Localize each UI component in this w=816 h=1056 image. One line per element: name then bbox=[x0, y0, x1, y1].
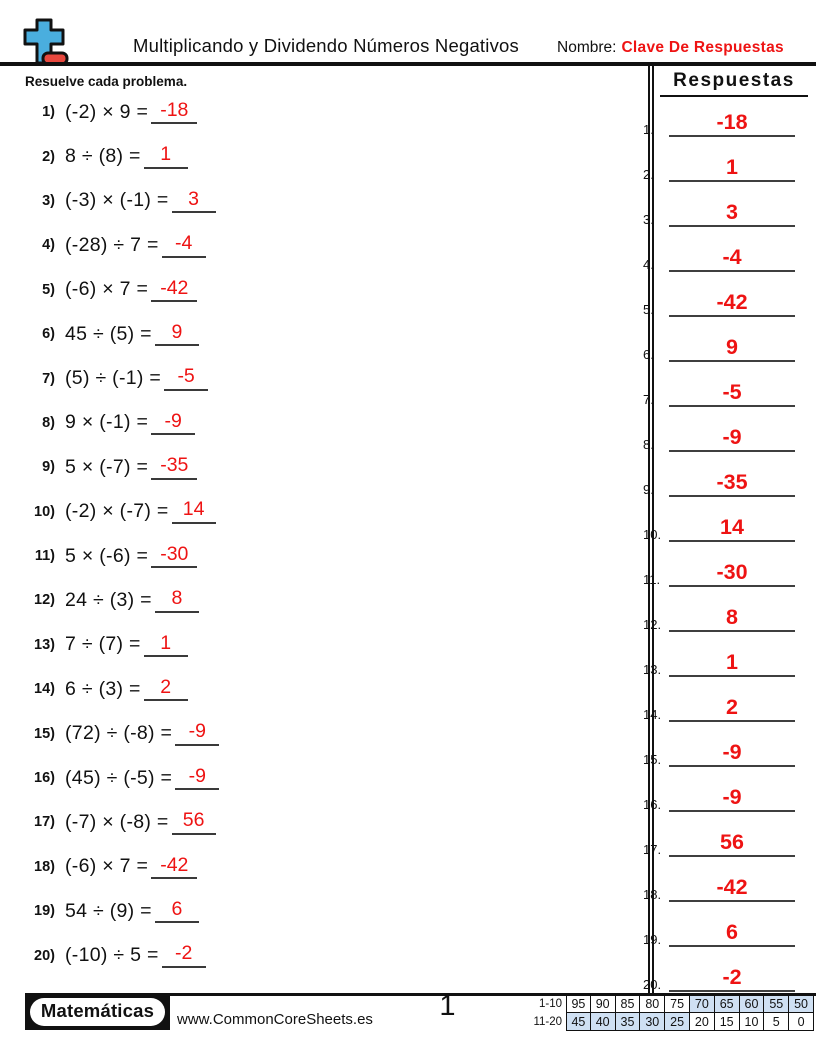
answer-row bbox=[643, 677, 795, 722]
problem-row bbox=[25, 134, 625, 178]
answer-blank-line bbox=[669, 696, 795, 722]
answer-value: -9 bbox=[722, 785, 742, 810]
problem-expression: (-6) × 7 = bbox=[65, 855, 149, 878]
answer-number: 11. bbox=[643, 572, 661, 587]
grading-cell: 70 bbox=[690, 995, 715, 1013]
answer-number: 16. bbox=[643, 797, 662, 812]
problem-number: 12) bbox=[34, 592, 55, 609]
answer-value: -4 bbox=[722, 245, 742, 270]
name-value: Clave De Respuestas bbox=[621, 39, 784, 56]
answer-number: 20. bbox=[643, 977, 662, 992]
problem-row bbox=[25, 756, 625, 800]
answer-number: 9. bbox=[643, 482, 654, 497]
answers-panel-title: Respuestas bbox=[660, 70, 808, 97]
answer-row bbox=[643, 947, 795, 992]
problem-row bbox=[25, 534, 625, 578]
answer-row bbox=[643, 722, 795, 767]
problem-number: 2) bbox=[42, 148, 55, 165]
problem-number: 13) bbox=[34, 636, 55, 653]
problem-answer-blank: 1 bbox=[144, 144, 188, 168]
grading-cell: 55 bbox=[764, 995, 789, 1013]
grading-table bbox=[566, 995, 814, 1031]
problem-row bbox=[25, 889, 625, 933]
answer-number: 5. bbox=[643, 302, 654, 317]
answer-value: 56 bbox=[720, 830, 744, 855]
problem-row bbox=[25, 578, 625, 622]
name-label: Nombre: bbox=[557, 39, 617, 56]
problem-expression: (-28) ÷ 7 = bbox=[65, 233, 159, 256]
answer-blank-line bbox=[669, 561, 795, 587]
answer-row bbox=[643, 542, 795, 587]
answer-row bbox=[643, 452, 795, 497]
page-number: 1 bbox=[439, 990, 456, 1022]
answer-value: 2 bbox=[726, 695, 738, 720]
answer-number: 6. bbox=[643, 347, 654, 362]
problem-answer-blank: -9 bbox=[175, 766, 219, 790]
problem-expression: 45 ÷ (5) = bbox=[65, 322, 152, 345]
answer-value: 1 bbox=[726, 155, 738, 180]
answer-value: -9 bbox=[722, 425, 742, 450]
answers-panel bbox=[643, 92, 795, 992]
problem-row bbox=[25, 623, 625, 667]
answer-blank-line bbox=[669, 786, 795, 812]
answer-row bbox=[643, 902, 795, 947]
problem-number: 10) bbox=[34, 503, 55, 520]
grading-cell: 15 bbox=[715, 1013, 740, 1031]
problem-number: 17) bbox=[34, 814, 55, 831]
problem-answer-blank: -30 bbox=[151, 544, 197, 568]
answer-row bbox=[643, 407, 795, 452]
grading-cell: 10 bbox=[740, 1013, 765, 1031]
problem-number: 3) bbox=[42, 192, 55, 209]
problem-answer-blank: -42 bbox=[151, 855, 197, 879]
problem-answer-blank: 2 bbox=[144, 677, 188, 701]
problem-expression: (-10) ÷ 5 = bbox=[65, 944, 159, 967]
answer-value: 3 bbox=[726, 200, 738, 225]
problem-row bbox=[25, 711, 625, 755]
answer-row bbox=[643, 317, 795, 362]
problem-row bbox=[25, 933, 625, 977]
answer-blank-line bbox=[669, 336, 795, 362]
answer-value: 8 bbox=[726, 605, 738, 630]
problem-expression: 5 × (-7) = bbox=[65, 455, 149, 478]
answer-number: 12. bbox=[643, 617, 662, 632]
answer-row bbox=[643, 137, 795, 182]
answer-blank-line bbox=[669, 606, 795, 632]
grading-cell: 60 bbox=[740, 995, 765, 1013]
problem-answer-blank: -2 bbox=[162, 943, 206, 967]
instruction-text: Resuelve cada problema. bbox=[25, 74, 188, 89]
problem-expression: (5) ÷ (-1) = bbox=[65, 367, 162, 390]
problem-row bbox=[25, 845, 625, 889]
answer-blank-line bbox=[669, 876, 795, 902]
problem-row bbox=[25, 179, 625, 223]
problem-answer-blank: 56 bbox=[172, 810, 216, 834]
answer-blank-line bbox=[669, 741, 795, 767]
problem-expression: (-7) × (-8) = bbox=[65, 810, 169, 833]
problem-expression: 7 ÷ (7) = bbox=[65, 633, 141, 656]
problem-number: 16) bbox=[34, 770, 55, 787]
answer-row bbox=[643, 767, 795, 812]
problem-row bbox=[25, 800, 625, 844]
grading-cell: 85 bbox=[616, 995, 641, 1013]
answer-number: 2. bbox=[643, 167, 654, 182]
answer-blank-line bbox=[669, 246, 795, 272]
problem-expression: (45) ÷ (-5) = bbox=[65, 766, 173, 789]
problem-expression: 9 × (-1) = bbox=[65, 411, 149, 434]
answer-blank-line bbox=[669, 111, 795, 137]
answer-row bbox=[643, 632, 795, 677]
answer-blank-line bbox=[669, 966, 795, 992]
problem-row bbox=[25, 490, 625, 534]
answer-value: -30 bbox=[716, 560, 748, 585]
grading-range-labels bbox=[500, 996, 562, 1031]
answer-blank-line bbox=[669, 471, 795, 497]
problem-answer-blank: 14 bbox=[172, 499, 216, 523]
grading-cell: 35 bbox=[616, 1013, 641, 1031]
answer-value: -35 bbox=[716, 470, 748, 495]
grading-cell: 65 bbox=[715, 995, 740, 1013]
problem-expression: (-3) × (-1) = bbox=[65, 189, 169, 212]
answer-number: 19. bbox=[643, 932, 662, 947]
problem-answer-blank: 8 bbox=[155, 588, 199, 612]
answer-value: 14 bbox=[720, 515, 744, 540]
grading-cell: 20 bbox=[690, 1013, 715, 1031]
problem-number: 5) bbox=[42, 281, 55, 298]
answer-blank-line bbox=[669, 831, 795, 857]
problem-number: 19) bbox=[34, 903, 55, 920]
answer-blank-line bbox=[669, 651, 795, 677]
problem-expression: 6 ÷ (3) = bbox=[65, 677, 141, 700]
answer-number: 18. bbox=[643, 887, 662, 902]
answer-number: 13. bbox=[643, 662, 662, 677]
answer-row bbox=[643, 227, 795, 272]
problem-answer-blank: -9 bbox=[175, 721, 219, 745]
problem-row bbox=[25, 90, 625, 134]
answer-value: -2 bbox=[722, 965, 742, 990]
problem-answer-blank: 9 bbox=[155, 322, 199, 346]
problem-answer-blank: -5 bbox=[164, 366, 208, 390]
problem-answer-blank: 1 bbox=[144, 633, 188, 657]
grading-cell: 0 bbox=[789, 1013, 814, 1031]
problem-expression: (-2) × (-7) = bbox=[65, 500, 169, 523]
answer-blank-line bbox=[669, 516, 795, 542]
grading-cell: 50 bbox=[789, 995, 814, 1013]
problem-expression: 24 ÷ (3) = bbox=[65, 588, 152, 611]
answer-value: -42 bbox=[716, 875, 748, 900]
problem-expression: 54 ÷ (9) = bbox=[65, 899, 152, 922]
problem-row bbox=[25, 356, 625, 400]
answer-row bbox=[643, 857, 795, 902]
answer-row bbox=[643, 92, 795, 137]
problem-row bbox=[25, 268, 625, 312]
answer-blank-line bbox=[669, 156, 795, 182]
problem-number: 20) bbox=[34, 947, 55, 964]
answer-number: 17. bbox=[643, 842, 662, 857]
problem-answer-blank: -42 bbox=[151, 278, 197, 302]
problem-number: 8) bbox=[42, 414, 55, 431]
answer-row bbox=[643, 812, 795, 857]
answer-value: 1 bbox=[726, 650, 738, 675]
problem-answer-blank: -35 bbox=[151, 455, 197, 479]
answer-value: -42 bbox=[716, 290, 748, 315]
answer-blank-line bbox=[669, 381, 795, 407]
problem-row bbox=[25, 223, 625, 267]
answer-number: 8. bbox=[643, 437, 654, 452]
problem-expression: (72) ÷ (-8) = bbox=[65, 722, 173, 745]
answer-number: 10. bbox=[643, 527, 662, 542]
brand-box bbox=[25, 993, 170, 1030]
answer-value: -18 bbox=[716, 110, 748, 135]
problem-number: 4) bbox=[42, 237, 55, 254]
answer-row bbox=[643, 587, 795, 632]
problem-expression: (-6) × 7 = bbox=[65, 278, 149, 301]
answer-value: -9 bbox=[722, 740, 742, 765]
brand-name: Matemáticas bbox=[30, 998, 165, 1026]
answer-value: 6 bbox=[726, 920, 738, 945]
worksheet-title: Multiplicando y Dividendo Números Negativos bbox=[133, 35, 519, 56]
answer-number: 3. bbox=[643, 212, 654, 227]
problem-expression: 5 × (-6) = bbox=[65, 544, 149, 567]
website-url: www.CommonCoreSheets.es bbox=[177, 1011, 373, 1028]
answer-blank-line bbox=[669, 291, 795, 317]
problem-row bbox=[25, 401, 625, 445]
problem-number: 18) bbox=[34, 858, 55, 875]
grading-row-1 bbox=[566, 995, 814, 1013]
answer-number: 7. bbox=[643, 392, 654, 407]
grading-cell: 75 bbox=[665, 995, 690, 1013]
grading-cell: 40 bbox=[591, 1013, 616, 1031]
grading-row-2 bbox=[566, 1013, 814, 1031]
answer-row bbox=[643, 362, 795, 407]
problem-number: 9) bbox=[42, 459, 55, 476]
grading-cell: 45 bbox=[566, 1013, 591, 1031]
answer-blank-line bbox=[669, 201, 795, 227]
problems-list bbox=[25, 90, 625, 978]
problem-row bbox=[25, 312, 625, 356]
answer-row bbox=[643, 272, 795, 317]
answer-row bbox=[643, 497, 795, 542]
problem-expression: 8 ÷ (8) = bbox=[65, 145, 141, 168]
problem-answer-blank: -18 bbox=[151, 100, 197, 124]
grading-range-row2: 11-20 bbox=[533, 1015, 562, 1028]
answer-row bbox=[643, 182, 795, 227]
grading-cell: 90 bbox=[591, 995, 616, 1013]
header-divider bbox=[0, 62, 816, 66]
grading-cell: 25 bbox=[665, 1013, 690, 1031]
problem-number: 6) bbox=[42, 326, 55, 343]
problem-number: 14) bbox=[34, 681, 55, 698]
grading-cell: 30 bbox=[640, 1013, 665, 1031]
problem-row bbox=[25, 445, 625, 489]
grading-cell: 5 bbox=[764, 1013, 789, 1031]
answer-number: 15. bbox=[643, 752, 662, 767]
problem-number: 1) bbox=[42, 104, 55, 121]
answer-value: 9 bbox=[726, 335, 738, 360]
answer-number: 1. bbox=[643, 122, 654, 137]
problem-row bbox=[25, 667, 625, 711]
problem-answer-blank: -9 bbox=[151, 411, 195, 435]
problem-number: 15) bbox=[34, 725, 55, 742]
answer-number: 14. bbox=[643, 707, 662, 722]
problem-answer-blank: -4 bbox=[162, 233, 206, 257]
problem-number: 11) bbox=[34, 548, 55, 565]
grading-cell: 95 bbox=[566, 995, 591, 1013]
name-row bbox=[557, 39, 784, 57]
answer-number: 4. bbox=[643, 257, 654, 272]
answer-blank-line bbox=[669, 426, 795, 452]
answer-blank-line bbox=[669, 921, 795, 947]
grading-range-row1: 1-10 bbox=[538, 998, 562, 1010]
problem-expression: (-2) × 9 = bbox=[65, 100, 149, 123]
grading-cell: 80 bbox=[640, 995, 665, 1013]
problem-number: 7) bbox=[42, 370, 55, 387]
answer-value: -5 bbox=[722, 380, 742, 405]
problem-answer-blank: 3 bbox=[172, 189, 216, 213]
problem-answer-blank: 6 bbox=[155, 899, 199, 923]
